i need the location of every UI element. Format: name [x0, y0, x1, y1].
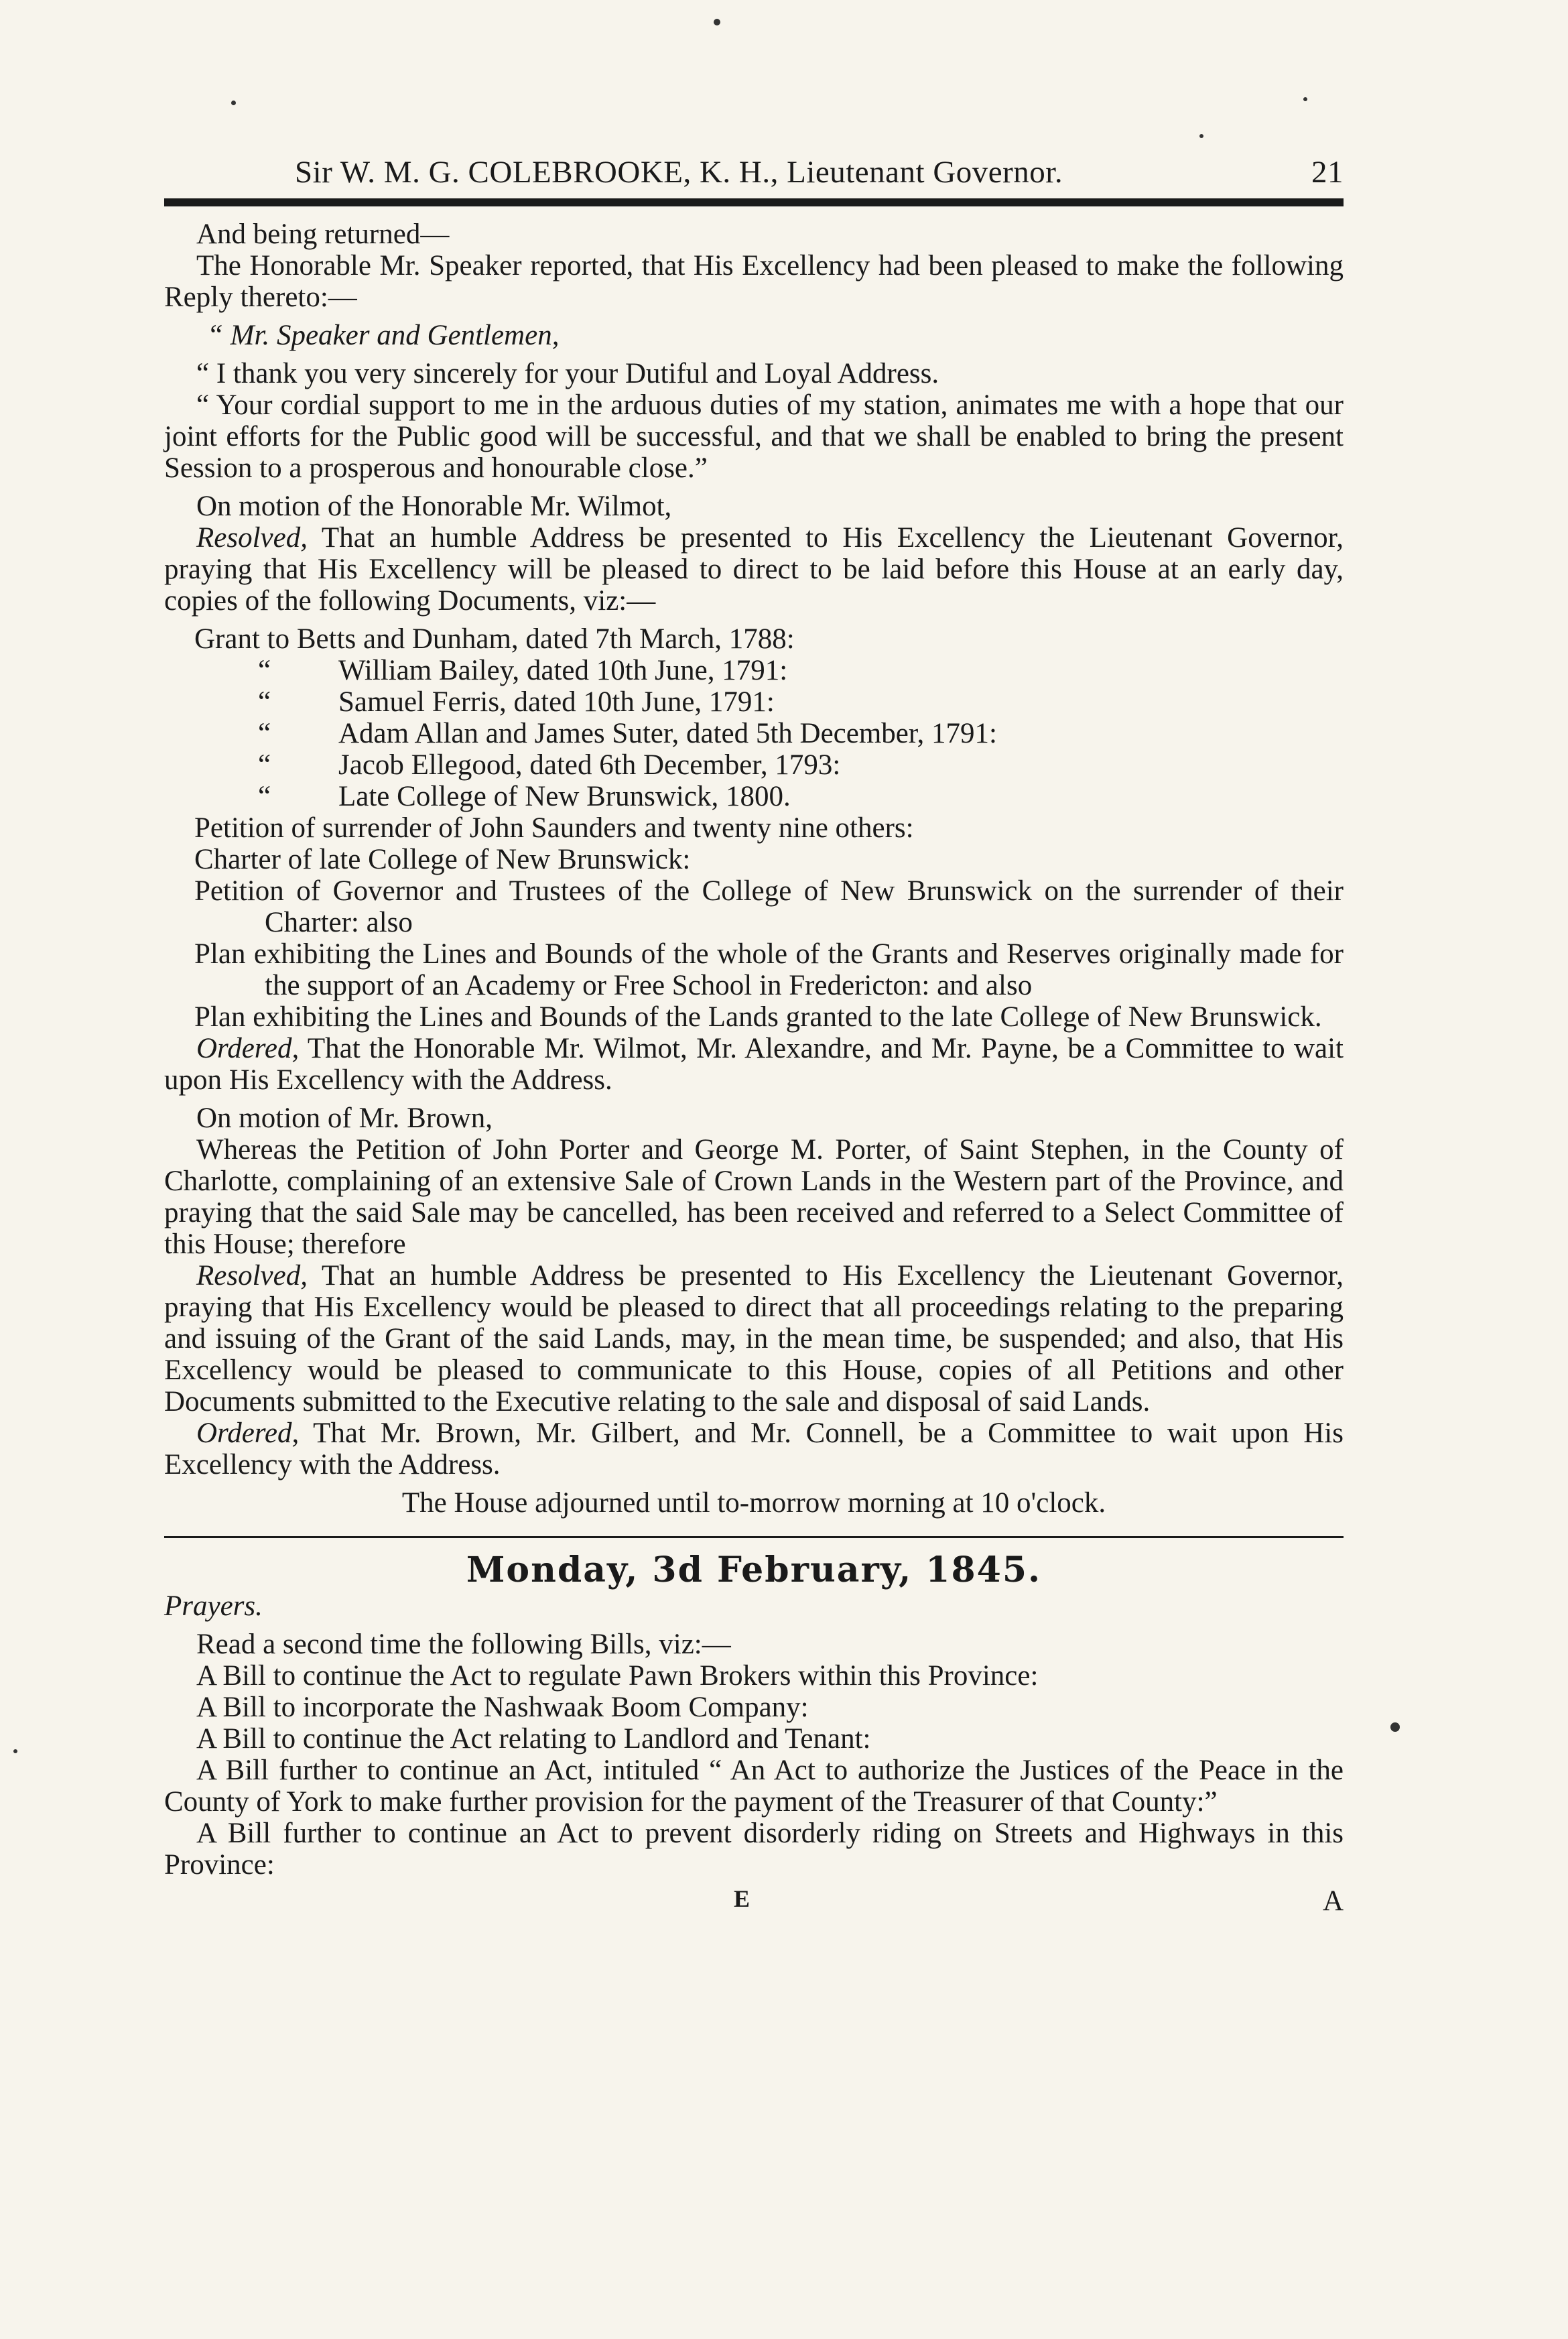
- print-speck: [231, 101, 236, 105]
- paragraph: “ Your cordial support to me in the arduous duties of my station, animates me with a hope that our joint efforts for the Public good will be successful, and that we shall be enabled to bring the present Session to a prosperous and honourable close.”: [164, 389, 1344, 484]
- list-item: [164, 718, 1344, 749]
- list-item: Petition of Governor and Trustees of the College of New Brunswick on the surrender of their Charter: also: [194, 875, 1344, 938]
- ordered-text: That Mr. Brown, Mr. Gilbert, and Mr. Connell, be a Committee to wait upon His Excellency with the Address.: [164, 1417, 1344, 1480]
- page-footer: [164, 1885, 1344, 1917]
- paragraph: Read a second time the following Bills, viz:—: [196, 1629, 731, 1660]
- ditto-mark: “: [258, 686, 271, 718]
- date-heading: Monday, 3d February, 1845.: [466, 1550, 1042, 1590]
- ordered-label: Ordered,: [196, 1033, 300, 1064]
- print-speck: [1199, 134, 1203, 138]
- grant-text: Late College of New Brunswick, 1800.: [338, 781, 791, 812]
- list-item: Petition of surrender of John Saunders and twenty nine others:: [194, 812, 914, 844]
- paragraph: “ I thank you very sincerely for your Dutiful and Loyal Address.: [196, 358, 939, 389]
- print-speck: [1303, 97, 1307, 101]
- ordered-text: That the Honorable Mr. Wilmot, Mr. Alexandre, and Mr. Payne, be a Committee to wait upon His Excellency with the Address.: [164, 1033, 1344, 1096]
- page-number: 21: [1311, 155, 1344, 190]
- paragraph: And being returned—: [196, 218, 450, 250]
- running-title: Sir W. M. G. COLEBROOKE, K. H., Lieutenant Governor.: [295, 155, 1063, 190]
- grant-text: Adam Allan and James Suter, dated 5th December, 1791:: [338, 718, 997, 749]
- ditto-mark: “: [258, 718, 271, 749]
- list-item: Plan exhibiting the Lines and Bounds of the Lands granted to the late College of New Brunswick.: [194, 1001, 1322, 1033]
- paragraph: [164, 1260, 1344, 1417]
- list-item: [164, 655, 1344, 686]
- grant-list: [164, 623, 1344, 812]
- list-item: A Bill further to continue an Act, intituled “ An Act to authorize the Justices of the Peace in the County of York to make further provision for the payment of the Treasurer of that County:”: [164, 1755, 1344, 1818]
- list-item: A Bill to continue the Act to regulate Pawn Brokers within this Province:: [196, 1660, 1039, 1692]
- grant-first: Grant to Betts and Dunham, dated 7th March, 1788:: [194, 623, 795, 655]
- catchword: A: [1322, 1885, 1344, 1917]
- header-rule: [164, 198, 1344, 206]
- paragraph: [164, 1417, 1344, 1480]
- paragraph: The Honorable Mr. Speaker reported, that His Excellency had been pleased to make the following Reply thereto:—: [164, 250, 1344, 313]
- adjournment: The House adjourned until to-morrow morning at 10 o'clock.: [401, 1487, 1106, 1519]
- running-head: [164, 154, 1344, 196]
- list-item: A Bill to continue the Act relating to Landlord and Tenant:: [196, 1723, 871, 1755]
- page: [164, 154, 1344, 1917]
- paragraph: Whereas the Petition of John Porter and George M. Porter, of Saint Stephen, in the County of Charlotte, complaining of an extensive Sale of Crown Lands in the Western part of the Province, and praying that the said Sale may be cancelled, has been received and referred to a Select Committee of this House; therefore: [164, 1134, 1344, 1260]
- list-item: [164, 686, 1344, 718]
- resolved-text: That an humble Address be presented to His Excellency the Lieutenant Governor, praying that His Excellency will be pleased to direct to be laid before this House at an early day, copies of the following Documents, viz:—: [164, 522, 1344, 617]
- list-item: [164, 781, 1344, 812]
- paragraph: On motion of Mr. Brown,: [196, 1102, 493, 1134]
- ditto-mark: “: [258, 749, 271, 781]
- grant-text: Samuel Ferris, dated 10th June, 1791:: [338, 686, 775, 718]
- list-item: Charter of late College of New Brunswick:: [194, 844, 691, 875]
- grant-text: William Bailey, dated 10th June, 1791:: [338, 655, 788, 686]
- salutation: “ Mr. Speaker and Gentlemen,: [207, 320, 560, 351]
- prayers: Prayers.: [164, 1590, 263, 1622]
- resolved-label: Resolved,: [196, 522, 308, 554]
- section-rule: [164, 1536, 1344, 1538]
- ditto-mark: “: [258, 781, 271, 812]
- list-item: [164, 623, 1344, 655]
- print-speck: [714, 19, 720, 25]
- grant-text: Jacob Ellegood, dated 6th December, 1793:: [338, 749, 841, 781]
- paragraph: [164, 522, 1344, 617]
- list-item: A Bill to incorporate the Nashwaak Boom Company:: [196, 1692, 809, 1723]
- print-speck: [1390, 1722, 1400, 1732]
- ditto-mark: “: [258, 655, 271, 686]
- paragraph: [164, 1033, 1344, 1096]
- signature-mark: E: [734, 1885, 750, 1912]
- list-item: A Bill further to continue an Act to prevent disorderly riding on Streets and Highways in this Province:: [164, 1818, 1344, 1881]
- paragraph: On motion of the Honorable Mr. Wilmot,: [196, 491, 672, 522]
- resolved-text: That an humble Address be presented to His Excellency the Lieutenant Governor, praying that His Excellency would be pleased to direct that all proceedings relating to the preparing and issuing of the Grant of the said Lands, may, in the mean time, be suspended; and also, that His Excellency would be pleased to communicate to this House, copies of all Petitions and other Documents submitted to the Executive relating to the sale and disposal of said Lands.: [164, 1260, 1344, 1417]
- ordered-label: Ordered,: [196, 1417, 300, 1449]
- list-item: Plan exhibiting the Lines and Bounds of the whole of the Grants and Reserves originally made for the support of an Academy or Free School in Fredericton: and also: [194, 938, 1344, 1001]
- print-speck: [13, 1749, 17, 1753]
- list-item: [164, 749, 1344, 781]
- resolved-label: Resolved,: [196, 1260, 308, 1291]
